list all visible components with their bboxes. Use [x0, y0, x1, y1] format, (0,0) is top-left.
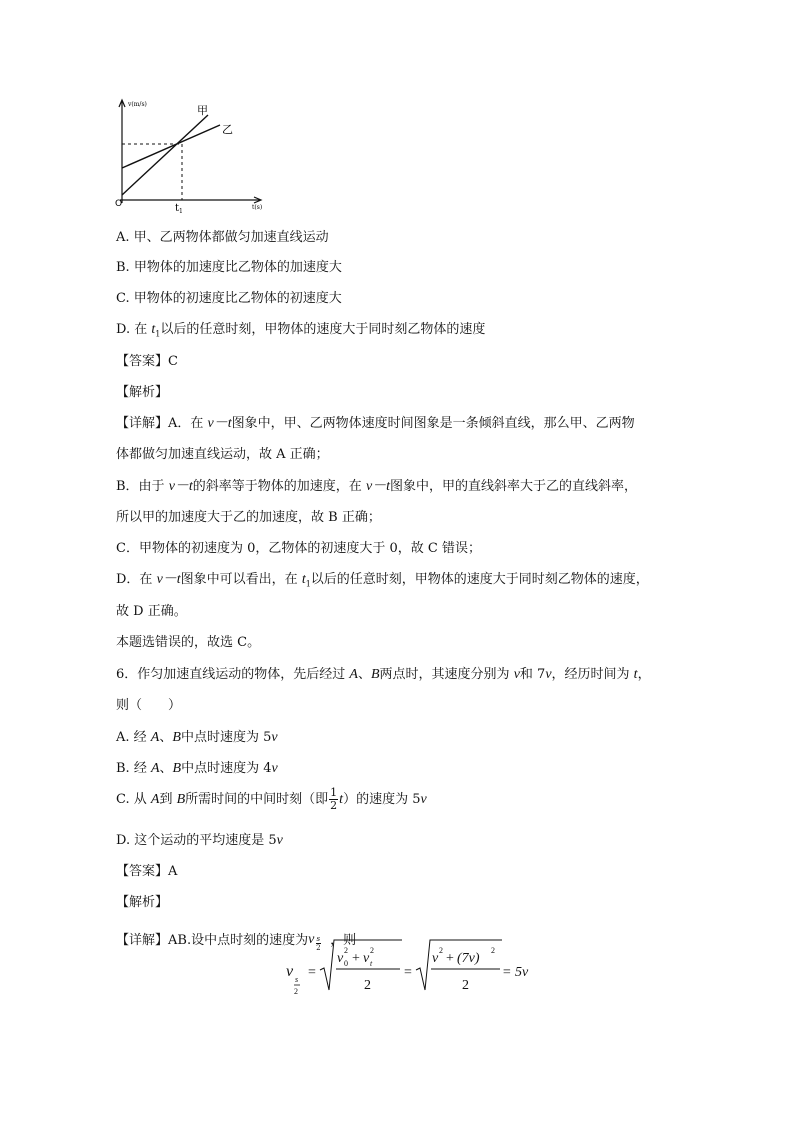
line-jia-label: 甲 [197, 104, 208, 117]
svg-text:t: t [370, 959, 373, 968]
velocity-time-graph [112, 95, 272, 215]
svg-text:+: + [352, 951, 360, 966]
q5-detail-d-line1: D．在 v－t图象中可以看出，在 $t_1$以后的任意时刻，甲物体的速度大于同时刻乙物体的速度， [116, 572, 649, 589]
q5-conclusion: 本题选错误的，故选 C。 [116, 635, 261, 650]
q6-answer: 【答案】A [116, 864, 178, 879]
q6-option-c: C. 从 A到 B所需时间的中间时刻（即 $\frac{1}{2}$ t）的速度为 5v [116, 786, 427, 812]
t1-label: $t_1$ [175, 203, 183, 215]
q5-detail-b-line1: B．由于 v－t的斜率等于物体的加速度，在 v－t图象中，甲的直线斜率大于乙的直线斜率， [116, 479, 638, 494]
midpoint-velocity-formula [280, 932, 529, 1012]
q6-stem-line2: 则（ ） [116, 698, 182, 713]
q5-detail-b-line2: 所以甲的加速度大于乙的加速度，故 B 正确； [116, 510, 381, 525]
line-jia [122, 115, 208, 195]
q5-option-c: C. 甲物体的初速度比乙物体的初速度大 [116, 291, 342, 306]
svg-text:2: 2 [370, 946, 374, 955]
q5-analysis-label: 【解析】 [116, 385, 169, 400]
q6-option-d: D. 这个运动的平均速度是 5v [116, 833, 283, 848]
q6-analysis-label: 【解析】 [116, 895, 169, 910]
line-yi [122, 125, 220, 168]
half-fraction: $\frac{1}{2}$ [330, 786, 338, 812]
y-axis-label: v(m/s) [128, 101, 147, 108]
svg-text:v: v [363, 951, 370, 966]
q6-detail-line1: 【详解】AB.设中点时刻的速度为 v s 2 ，则 [116, 931, 357, 952]
q6-option-a: A. 经 A、B中点时速度为 5v [116, 730, 278, 745]
svg-text:2: 2 [294, 987, 298, 996]
q6-option-b: B. 经 A、B中点时速度为 4v [116, 761, 278, 776]
svg-text:v: v [286, 963, 294, 980]
x-axis-label: t(s) [252, 204, 263, 211]
svg-text:=: = [308, 965, 316, 980]
q6-stem-line1: 6．作匀加速直线运动的物体，先后经过 A、B两点时，其速度分别为 v和 7v，经历时间为 t， [116, 667, 651, 682]
origin-label: O [115, 199, 123, 209]
svg-text:2: 2 [462, 978, 469, 993]
svg-text:v: v [432, 951, 439, 966]
svg-text:s: s [295, 975, 299, 984]
svg-text:=: = [404, 965, 412, 980]
svg-text:0: 0 [344, 959, 348, 968]
svg-text:v: v [337, 951, 344, 966]
svg-text:2: 2 [344, 946, 348, 955]
q5-detail-d-line2: 故 D 正确。 [116, 604, 187, 619]
svg-text:2: 2 [491, 946, 495, 955]
svg-text:= 5v: = 5v [502, 965, 529, 980]
q5-option-d: D. 在 $t_1$以后的任意时刻，甲物体的速度大于同时刻乙物体的速度 [116, 322, 486, 339]
q5-detail-a-line1: 【详解】A．在 v－t图象中，甲、乙两物体速度时间图象是一条倾斜直线，那么甲、乙两物 [116, 416, 635, 431]
svg-text:2: 2 [439, 946, 443, 955]
svg-text:+: + [446, 951, 454, 966]
svg-text:(7v): (7v) [457, 951, 480, 966]
q5-option-b: B. 甲物体的加速度比乙物体的加速度大 [116, 260, 342, 275]
line-yi-label: 乙 [222, 123, 233, 136]
q5-answer: 【答案】C [116, 354, 178, 369]
q5-detail-c: C．甲物体的初速度为 0，乙物体的初速度大于 0，故 C 错误； [116, 541, 481, 556]
q5-option-a: A. 甲、乙两物体都做匀加速直线运动 [116, 230, 329, 245]
q5-detail-a-line2: 体都做匀加速直线运动，故 A 正确； [116, 447, 329, 462]
svg-text:2: 2 [364, 978, 371, 993]
